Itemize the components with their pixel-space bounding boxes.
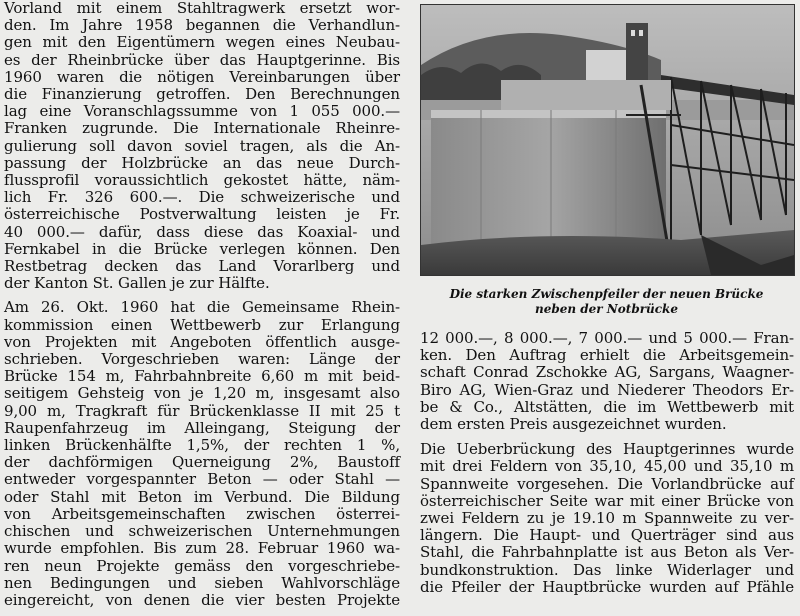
- text-line: Raupenfahrzeug im Alleingang, Steigung der: [4, 418, 400, 437]
- text-line: die Pfeiler der Hauptbrücke wurden auf Pfähle: [420, 577, 794, 596]
- text-line: be & Co., Altstätten, die im Wettbewerb mit: [420, 397, 794, 416]
- paragraph-financing: [4, 0, 400, 292]
- text-line: von Arbeitsgemeinschaften zwischen österrei-: [4, 504, 400, 523]
- text-line: der Kanton St. Gallen je zur Hälfte.: [4, 274, 270, 293]
- text-line: schrieben. Vorgeschrieben waren: Länge der: [4, 350, 400, 369]
- text-line: passung der Holzbrücke an das neue Durch-: [4, 153, 400, 172]
- text-line: dem ersten Preis ausgezeichnet wurden.: [420, 415, 727, 434]
- text-line: Stahl, die Fahrbahnplatte ist aus Beton als Ver-: [420, 543, 794, 562]
- left-text-column: [4, 0, 400, 616]
- text-line: 9,00 m, Tragkraft für Brückenklasse II mit 25 t: [4, 401, 400, 420]
- text-line: 12 000.—, 8 000.—, 7 000.— und 5 000.— Fran-: [420, 329, 794, 347]
- text-line: gulierung soll davon soviel tragen, als die An-: [4, 136, 400, 155]
- text-line: Brücke 154 m, Fahrbahnbreite 6,60 m mit beid-: [4, 367, 400, 386]
- text-line: österreichischer Seite war mit einer Brücke von: [420, 491, 794, 510]
- text-line: es der Rheinbrücke über das Hauptgerinne. Bis: [4, 50, 400, 69]
- photo-illustration: [421, 5, 794, 275]
- text-line: flussprofil voraussichtlich gekostet hätte, näm-: [4, 171, 400, 190]
- text-line: Die Ueberbrückung des Hauptgerinnes wurde: [420, 440, 794, 459]
- paragraph-spans: [420, 441, 794, 596]
- text-line: entweder vorgespannter Beton — oder Stahl —: [4, 470, 400, 489]
- text-line: schaft Conrad Zschokke AG, Sargans, Waagner-: [420, 363, 794, 382]
- text-line: kommission einen Wettbewerb zur Erlangung: [4, 315, 400, 334]
- text-line: Biro AG, Wien-Graz und Niederer Theodors Er-: [420, 380, 794, 399]
- text-line: längern. Die Haupt- und Querträger sind aus: [420, 526, 794, 545]
- text-line: lich Fr. 326 600.—. Die schweizerische und: [4, 188, 400, 207]
- text-line: nen Bedingungen und sieben Wahlvorschläge: [4, 573, 400, 592]
- text-line: zwei Feldern zu je 19.10 m Spannweite zu ver-: [420, 509, 794, 528]
- text-line: den. Im Jahre 1958 begannen die Verhandlun-: [4, 16, 400, 35]
- text-line: mit drei Feldern von 35,10, 45,00 und 35,10 m: [420, 457, 794, 476]
- photo-caption: [420, 287, 793, 317]
- caption-line: Die starken Zwischenpfeiler der neuen Brücke: [449, 287, 764, 301]
- text-line: seitigem Gehsteig von je 1,20 m, insgesamt also: [4, 384, 400, 403]
- text-line: bundkonstruktion. Das linke Widerlager und: [420, 560, 794, 579]
- paragraph-competition: [4, 299, 400, 609]
- text-line: Spannweite vorgesehen. Die Vorlandbrücke auf: [420, 474, 794, 493]
- text-line: Am 26. Okt. 1960 hat die Gemeinsame Rhein-: [4, 298, 400, 317]
- right-text-column: [420, 330, 794, 604]
- text-line: eingereicht, von denen die vier besten Projekte: [4, 590, 400, 609]
- text-line: Restbetrag decken das Land Vorarlberg und: [4, 257, 400, 276]
- text-line: ren neun Projekte gemäss den vorgeschriebe-: [4, 556, 400, 575]
- paragraph-contract: [420, 330, 794, 433]
- text-line: die Finanzierung getroffen. Den Berechnungen: [4, 85, 400, 104]
- text-line: oder Stahl mit Beton im Verbund. Die Bildung: [4, 487, 400, 506]
- text-line: 1960 waren die nötigen Vereinbarungen über: [4, 67, 400, 86]
- text-line: Franken zugrunde. Die Internationale Rheinre-: [4, 119, 400, 138]
- text-line: der dachförmigen Querneigung 2%, Baustoff: [4, 453, 400, 472]
- text-line: Vorland mit einem Stahltragwerk ersetzt wor-: [4, 0, 400, 17]
- text-line: ken. Den Auftrag erhielt die Arbeitsgemein-: [420, 346, 794, 365]
- text-line: linken Brückenhälfte 1,5%, der rechten 1 %,: [4, 436, 400, 455]
- text-line: wurde empfohlen. Bis zum 28. Februar 1960 wa-: [4, 539, 400, 558]
- text-line: österreichische Postverwaltung leisten je Fr.: [4, 205, 400, 224]
- text-line: 40 000.— dafür, dass diese das Koaxial- und: [4, 222, 400, 241]
- caption-line: neben der Notbrücke: [534, 302, 679, 316]
- text-line: gen mit den Eigentümern wegen eines Neubau-: [4, 33, 400, 52]
- text-line: lag eine Voranschlagssumme von 1 055 000.—: [4, 102, 400, 121]
- text-line: Fernkabel in die Brücke verlegen können. Den: [4, 239, 400, 258]
- text-line: von Projekten mit Angeboten öffentlich ausge-: [4, 332, 400, 351]
- text-line: chischen und schweizerischen Unternehmungen: [4, 522, 400, 541]
- bridge-construction-photo: [420, 4, 795, 276]
